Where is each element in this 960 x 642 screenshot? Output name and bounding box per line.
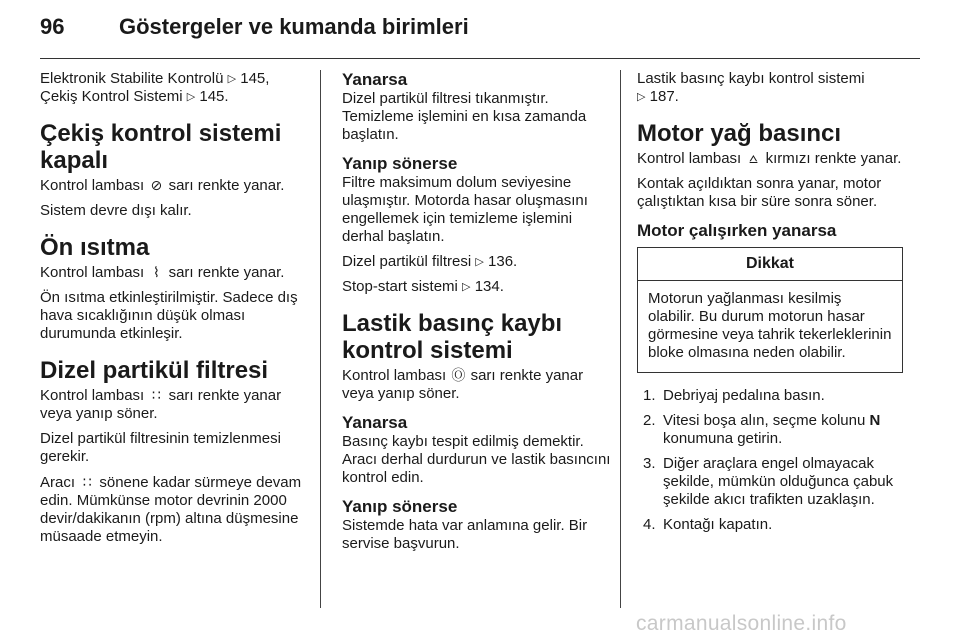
- ref-arrow-icon: ▷: [475, 256, 484, 268]
- warning-box: [637, 247, 903, 373]
- yanarsa2-p: Basınç kaybı tespit edilmiş demektir. Aracı derhal durdurun ve lastik basıncını kontrol edin.: [342, 433, 611, 486]
- dpf-p2: Dizel partikül filtresinin temizlenmesi gerekir.: [40, 430, 281, 465]
- steps-list: [637, 387, 907, 534]
- ref-arrow-icon: ▷: [637, 91, 646, 103]
- glow-plug-icon: ⌇: [152, 264, 160, 280]
- page-title: Göstergeler ve kumanda birimleri: [119, 14, 469, 39]
- intro-esc: Elektronik Stabilite Kontrolü ▷ 145, Çekiş Kontrol Sistemi ▷ 145.: [40, 70, 270, 105]
- ref-arrow-icon: ▷: [186, 91, 196, 103]
- ref-arrow-icon: ▷: [227, 73, 237, 85]
- dpf-p1: Kontrol lambası ∷ sarı renkte yanar veya yanıp söner.: [40, 387, 282, 422]
- heading-tpms: Lastik basınç kaybı kontrol sistemi: [342, 310, 563, 364]
- tire-pressure-icon: Ⓞ: [451, 367, 466, 383]
- heading-traction-off: Çekiş kontrol sistemi kapalı: [40, 120, 282, 174]
- page-header: [40, 14, 920, 60]
- ref-arrow-icon: ▷: [462, 281, 471, 293]
- yanip-p1: Filtre maksimum dolum seviyesine ulaşmıştır. Motorda hasar oluşmasını engellemek için temizleme işlemini derhal başlatın.: [342, 174, 588, 245]
- column-1: [40, 70, 310, 553]
- heading-glow: Ön ısıtma: [40, 234, 150, 261]
- warning-body: Motorun yağlanması kesilmiş olabilir. Bu durum motorun hasar görmesine veya tahrik tekerleklerinin bloke olmasına neden olabilir.: [648, 290, 892, 361]
- list-item: 4. Kontağı kapatın.: [643, 516, 773, 533]
- warning-title: Dikkat: [638, 248, 902, 281]
- oil-p2: Kontak açıldıktan sonra yanar, motor çalıştıktan kısa bir süre sonra söner.: [637, 175, 882, 210]
- traction-p1: Kontrol lambası ⊘ sarı renkte yanar.: [40, 177, 285, 194]
- tpms-p: Kontrol lambası Ⓞ sarı renkte yanar veya yanıp söner.: [342, 367, 584, 402]
- traction-off-icon: ⊘: [150, 177, 163, 193]
- column-divider: [320, 70, 321, 608]
- page-number: 96: [40, 14, 65, 39]
- column-divider: [620, 70, 621, 608]
- heading-yanarsa-2: Yanarsa: [342, 413, 408, 432]
- column-3: [637, 70, 907, 541]
- glow-p1: Kontrol lambası ⌇ sarı renkte yanar.: [40, 264, 285, 281]
- list-item: 2. Vitesi boşa alın, seçme kolunu N konumuna getirin.: [643, 412, 881, 447]
- list-item: 1. Debriyaj pedalına basın.: [643, 387, 825, 404]
- dpf-p3: Aracı ∷ sönene kadar sürmeye devam edin. Mümkünse motor devrinin 2000 devir/dakikanın (rpm) altına düşmesine müsaade etmeyin.: [40, 474, 302, 545]
- yanarsa-p: Dizel partikül filtresi tıkanmıştır. Temizleme işlemini en kısa zamanda başlatın.: [342, 90, 587, 143]
- glow-p2: Ön ısıtma etkinleştirilmiştir. Sadece dış hava sıcaklığının düşük olması durumunda etkinleşir.: [40, 289, 298, 342]
- intro-tpms: Lastik basınç kaybı kontrol sistemi ▷ 187.: [637, 70, 865, 105]
- heading-oil: Motor yağ basıncı: [637, 120, 842, 147]
- traction-p2: Sistem devre dışı kalır.: [40, 202, 192, 219]
- header-rule: [40, 58, 920, 59]
- yanip-p2: Dizel partikül filtresi ▷ 136.: [342, 253, 518, 270]
- column-2: [342, 70, 612, 560]
- yanip2-p: Sistemde hata var anlamına gelir. Bir servise başvurun.: [342, 517, 588, 552]
- yanip-p3: Stop-start sistemi ▷ 134.: [342, 278, 504, 295]
- list-item: 3. Diğer araçlara engel olmayacak şekilde, mümkün olduğunca çabuk şekilde akıcı trafikten uzaklaşın.: [643, 455, 894, 508]
- oil-p1: Kontrol lambası ⩟ kırmızı renkte yanar.: [637, 150, 902, 167]
- heading-dpf: Dizel partikül filtresi: [40, 357, 269, 384]
- watermark: carmanualsonline.info: [636, 612, 847, 635]
- oil-can-icon: ⩟: [749, 150, 758, 166]
- diesel-filter-icon: ∷: [151, 387, 161, 403]
- heading-yanip-2: Yanıp sönerse: [342, 497, 458, 516]
- heading-yanarsa: Yanarsa: [342, 70, 408, 89]
- diesel-filter-icon: ∷: [82, 474, 92, 490]
- heading-yanip: Yanıp sönerse: [342, 154, 458, 173]
- heading-running: Motor çalışırken yanarsa: [637, 221, 837, 240]
